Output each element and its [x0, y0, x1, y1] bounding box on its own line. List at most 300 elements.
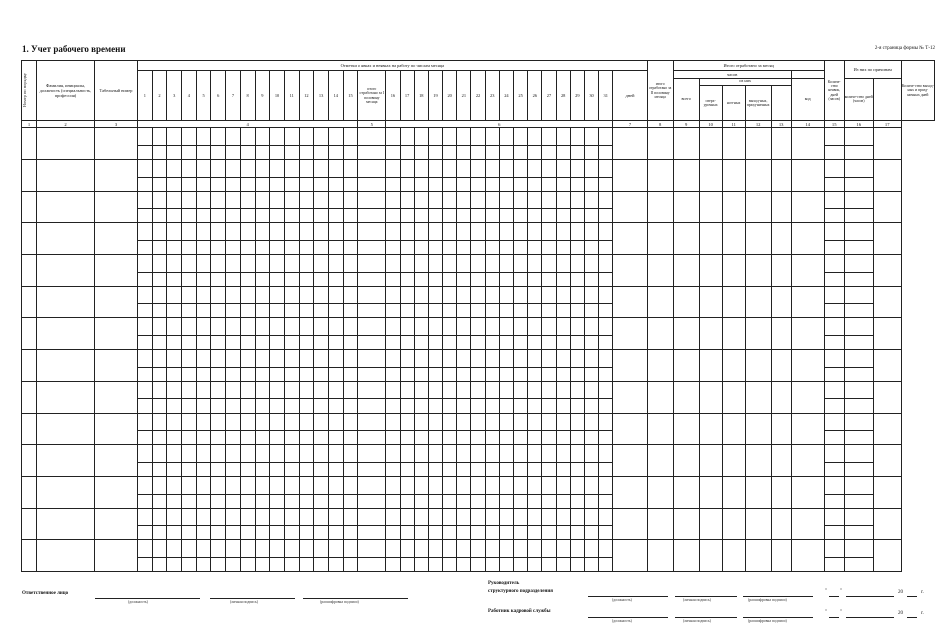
reason-code-cell[interactable]	[824, 272, 844, 286]
day-cell[interactable]	[240, 494, 255, 508]
absent-cell[interactable]	[791, 508, 824, 540]
day-cell[interactable]	[314, 399, 329, 413]
day-cell[interactable]	[182, 160, 197, 178]
reason-code-cell[interactable]	[824, 413, 844, 431]
reason-days-cell[interactable]	[844, 508, 873, 526]
day-cell[interactable]	[314, 160, 329, 178]
day-cell[interactable]	[428, 476, 442, 494]
day-cell[interactable]	[299, 526, 314, 540]
weekend-cell[interactable]	[745, 255, 771, 287]
day-cell[interactable]	[514, 255, 528, 273]
day-cell[interactable]	[584, 209, 598, 223]
day-cell[interactable]	[255, 177, 270, 191]
day-cell[interactable]	[226, 128, 241, 146]
day-cell[interactable]	[499, 128, 513, 146]
day-cell[interactable]	[240, 177, 255, 191]
day-cell[interactable]	[471, 367, 485, 381]
day-cell[interactable]	[152, 445, 167, 463]
reason-code-cell[interactable]	[824, 286, 844, 304]
day-cell[interactable]	[284, 367, 299, 381]
day-cell[interactable]	[471, 223, 485, 241]
day-cell[interactable]	[328, 462, 343, 476]
reason-days-cell[interactable]	[844, 128, 873, 146]
day-cell[interactable]	[240, 367, 255, 381]
day-cell[interactable]	[556, 336, 570, 350]
day-cell[interactable]	[514, 350, 528, 368]
day-cell[interactable]	[240, 462, 255, 476]
day-cell[interactable]	[556, 462, 570, 476]
day-cell[interactable]	[584, 557, 598, 571]
day-cell[interactable]	[167, 318, 182, 336]
day-cell[interactable]	[240, 318, 255, 336]
day-cell[interactable]	[211, 146, 226, 160]
day-cell[interactable]	[400, 413, 414, 431]
day-cell[interactable]	[556, 191, 570, 209]
half1-cell[interactable]	[358, 494, 386, 508]
weekend-cell[interactable]	[745, 508, 771, 540]
day-cell[interactable]	[343, 286, 358, 304]
day-cell[interactable]	[182, 431, 197, 445]
day-cell[interactable]	[255, 557, 270, 571]
day-cell[interactable]	[211, 128, 226, 146]
day-cell[interactable]	[485, 350, 499, 368]
day-cell[interactable]	[599, 526, 613, 540]
day-cell[interactable]	[343, 146, 358, 160]
employee-number-cell[interactable]	[22, 286, 37, 318]
day-cell[interactable]	[556, 209, 570, 223]
day-cell[interactable]	[240, 508, 255, 526]
day-cell[interactable]	[386, 209, 400, 223]
day-cell[interactable]	[343, 557, 358, 571]
reason-code-cell[interactable]	[824, 336, 844, 350]
day-cell[interactable]	[240, 128, 255, 146]
total-days-cell[interactable]	[647, 286, 673, 318]
day-cell[interactable]	[138, 367, 153, 381]
day-cell[interactable]	[211, 241, 226, 255]
day-cell[interactable]	[400, 367, 414, 381]
day-cell[interactable]	[240, 272, 255, 286]
day-cell[interactable]	[328, 526, 343, 540]
day-cell[interactable]	[499, 160, 513, 178]
day-cell[interactable]	[457, 399, 471, 413]
responsible-position-line[interactable]	[95, 598, 200, 599]
day-cell[interactable]	[514, 476, 528, 494]
day-cell[interactable]	[152, 304, 167, 318]
half1-cell[interactable]	[358, 476, 386, 494]
day-cell[interactable]	[167, 381, 182, 399]
day-cell[interactable]	[240, 431, 255, 445]
head-date-month-line[interactable]	[846, 596, 894, 597]
day-cell[interactable]	[196, 286, 211, 304]
day-cell[interactable]	[386, 191, 400, 209]
day-cell[interactable]	[314, 431, 329, 445]
reason-code-cell[interactable]	[824, 540, 844, 558]
day-cell[interactable]	[343, 128, 358, 146]
day-cell[interactable]	[471, 399, 485, 413]
day-cell[interactable]	[499, 431, 513, 445]
day-cell[interactable]	[255, 223, 270, 241]
day-cell[interactable]	[584, 494, 598, 508]
day-cell[interactable]	[255, 272, 270, 286]
day-cell[interactable]	[414, 191, 428, 209]
day-cell[interactable]	[542, 177, 556, 191]
employee-tab-cell[interactable]	[95, 223, 138, 255]
day-cell[interactable]	[570, 128, 584, 146]
day-cell[interactable]	[556, 431, 570, 445]
day-cell[interactable]	[270, 462, 285, 476]
holidays-cell[interactable]	[873, 255, 901, 287]
day-cell[interactable]	[599, 445, 613, 463]
day-cell[interactable]	[457, 209, 471, 223]
holidays-cell[interactable]	[873, 286, 901, 318]
half1-cell[interactable]	[358, 272, 386, 286]
day-cell[interactable]	[599, 286, 613, 304]
day-cell[interactable]	[457, 462, 471, 476]
day-cell[interactable]	[152, 241, 167, 255]
day-cell[interactable]	[314, 381, 329, 399]
day-cell[interactable]	[428, 413, 442, 431]
reason-days-cell[interactable]	[844, 526, 873, 540]
day-cell[interactable]	[226, 508, 241, 526]
day-cell[interactable]	[270, 272, 285, 286]
day-cell[interactable]	[443, 476, 457, 494]
day-cell[interactable]	[314, 304, 329, 318]
day-cell[interactable]	[457, 160, 471, 178]
day-cell[interactable]	[584, 304, 598, 318]
day-cell[interactable]	[211, 413, 226, 431]
day-cell[interactable]	[138, 286, 153, 304]
day-cell[interactable]	[443, 526, 457, 540]
day-cell[interactable]	[226, 177, 241, 191]
hr-signature-line[interactable]	[675, 617, 737, 618]
reason-days-cell[interactable]	[844, 367, 873, 381]
day-cell[interactable]	[386, 413, 400, 431]
day-cell[interactable]	[182, 177, 197, 191]
day-cell[interactable]	[152, 494, 167, 508]
total-days-cell[interactable]	[647, 476, 673, 508]
day-cell[interactable]	[584, 128, 598, 146]
day-cell[interactable]	[457, 177, 471, 191]
day-cell[interactable]	[499, 413, 513, 431]
day-cell[interactable]	[514, 223, 528, 241]
day-cell[interactable]	[428, 381, 442, 399]
total-all-cell[interactable]	[673, 223, 699, 255]
day-cell[interactable]	[457, 286, 471, 304]
day-cell[interactable]	[284, 304, 299, 318]
half1-cell[interactable]	[358, 367, 386, 381]
day-cell[interactable]	[528, 146, 542, 160]
day-cell[interactable]	[386, 399, 400, 413]
day-cell[interactable]	[284, 160, 299, 178]
day-cell[interactable]	[528, 255, 542, 273]
day-cell[interactable]	[414, 557, 428, 571]
day-cell[interactable]	[556, 445, 570, 463]
day-cell[interactable]	[255, 255, 270, 273]
day-cell[interactable]	[182, 223, 197, 241]
day-cell[interactable]	[343, 255, 358, 273]
half1-cell[interactable]	[358, 526, 386, 540]
day-cell[interactable]	[343, 413, 358, 431]
reason-code-cell[interactable]	[824, 223, 844, 241]
day-cell[interactable]	[299, 445, 314, 463]
day-cell[interactable]	[196, 223, 211, 241]
day-cell[interactable]	[299, 255, 314, 273]
weekend-cell[interactable]	[745, 413, 771, 445]
day-cell[interactable]	[584, 526, 598, 540]
holidays-cell[interactable]	[873, 223, 901, 255]
day-cell[interactable]	[196, 399, 211, 413]
absent-cell[interactable]	[791, 445, 824, 477]
overtime-cell[interactable]	[699, 508, 722, 540]
day-cell[interactable]	[152, 350, 167, 368]
day-cell[interactable]	[182, 255, 197, 273]
day-cell[interactable]	[556, 350, 570, 368]
day-cell[interactable]	[414, 336, 428, 350]
half2-cell[interactable]	[613, 160, 647, 192]
day-cell[interactable]	[400, 177, 414, 191]
day-cell[interactable]	[499, 318, 513, 336]
day-cell[interactable]	[584, 445, 598, 463]
day-cell[interactable]	[343, 272, 358, 286]
day-cell[interactable]	[528, 381, 542, 399]
day-cell[interactable]	[542, 367, 556, 381]
employee-number-cell[interactable]	[22, 445, 37, 477]
day-cell[interactable]	[328, 286, 343, 304]
half1-cell[interactable]	[358, 255, 386, 273]
day-cell[interactable]	[211, 445, 226, 463]
day-cell[interactable]	[471, 508, 485, 526]
day-cell[interactable]	[386, 476, 400, 494]
day-cell[interactable]	[428, 508, 442, 526]
day-cell[interactable]	[196, 431, 211, 445]
day-cell[interactable]	[485, 223, 499, 241]
day-cell[interactable]	[556, 540, 570, 558]
holidays-cell[interactable]	[873, 476, 901, 508]
day-cell[interactable]	[514, 286, 528, 304]
day-cell[interactable]	[542, 146, 556, 160]
day-cell[interactable]	[314, 191, 329, 209]
day-cell[interactable]	[443, 160, 457, 178]
day-cell[interactable]	[211, 540, 226, 558]
day-cell[interactable]	[167, 255, 182, 273]
day-cell[interactable]	[138, 146, 153, 160]
day-cell[interactable]	[314, 367, 329, 381]
day-cell[interactable]	[226, 494, 241, 508]
day-cell[interactable]	[584, 241, 598, 255]
day-cell[interactable]	[528, 241, 542, 255]
day-cell[interactable]	[443, 177, 457, 191]
day-cell[interactable]	[182, 191, 197, 209]
day-cell[interactable]	[400, 160, 414, 178]
day-cell[interactable]	[528, 350, 542, 368]
day-cell[interactable]	[443, 413, 457, 431]
day-cell[interactable]	[514, 399, 528, 413]
day-cell[interactable]	[428, 336, 442, 350]
total-days-cell[interactable]	[647, 540, 673, 572]
reason-days-cell[interactable]	[844, 336, 873, 350]
day-cell[interactable]	[542, 160, 556, 178]
day-cell[interactable]	[386, 508, 400, 526]
day-cell[interactable]	[471, 540, 485, 558]
employee-name-cell[interactable]	[37, 350, 95, 382]
day-cell[interactable]	[196, 336, 211, 350]
day-cell[interactable]	[584, 381, 598, 399]
weekend-cell[interactable]	[745, 191, 771, 223]
day-cell[interactable]	[152, 272, 167, 286]
day-cell[interactable]	[270, 255, 285, 273]
day-cell[interactable]	[270, 367, 285, 381]
extra-cell[interactable]	[771, 191, 791, 223]
night-cell[interactable]	[722, 223, 745, 255]
half1-cell[interactable]	[358, 304, 386, 318]
half2-cell[interactable]	[613, 445, 647, 477]
day-cell[interactable]	[570, 494, 584, 508]
day-cell[interactable]	[182, 508, 197, 526]
day-cell[interactable]	[386, 367, 400, 381]
day-cell[interactable]	[599, 431, 613, 445]
day-cell[interactable]	[471, 286, 485, 304]
employee-name-cell[interactable]	[37, 381, 95, 413]
employee-number-cell[interactable]	[22, 413, 37, 445]
hr-position-line[interactable]	[588, 617, 668, 618]
day-cell[interactable]	[599, 381, 613, 399]
day-cell[interactable]	[599, 557, 613, 571]
day-cell[interactable]	[556, 476, 570, 494]
day-cell[interactable]	[138, 128, 153, 146]
day-cell[interactable]	[314, 508, 329, 526]
day-cell[interactable]	[196, 318, 211, 336]
day-cell[interactable]	[152, 255, 167, 273]
day-cell[interactable]	[167, 241, 182, 255]
day-cell[interactable]	[400, 223, 414, 241]
day-cell[interactable]	[471, 462, 485, 476]
weekend-cell[interactable]	[745, 540, 771, 572]
day-cell[interactable]	[499, 494, 513, 508]
night-cell[interactable]	[722, 540, 745, 572]
day-cell[interactable]	[138, 445, 153, 463]
day-cell[interactable]	[255, 526, 270, 540]
half2-cell[interactable]	[613, 476, 647, 508]
day-cell[interactable]	[428, 177, 442, 191]
day-cell[interactable]	[528, 540, 542, 558]
employee-number-cell[interactable]	[22, 160, 37, 192]
day-cell[interactable]	[457, 336, 471, 350]
day-cell[interactable]	[584, 223, 598, 241]
total-all-cell[interactable]	[673, 255, 699, 287]
day-cell[interactable]	[167, 350, 182, 368]
day-cell[interactable]	[457, 241, 471, 255]
employee-name-cell[interactable]	[37, 191, 95, 223]
day-cell[interactable]	[211, 350, 226, 368]
day-cell[interactable]	[457, 381, 471, 399]
day-cell[interactable]	[400, 209, 414, 223]
day-cell[interactable]	[255, 286, 270, 304]
day-cell[interactable]	[270, 350, 285, 368]
day-cell[interactable]	[211, 209, 226, 223]
day-cell[interactable]	[514, 494, 528, 508]
total-days-cell[interactable]	[647, 223, 673, 255]
day-cell[interactable]	[528, 318, 542, 336]
day-cell[interactable]	[584, 431, 598, 445]
day-cell[interactable]	[138, 508, 153, 526]
day-cell[interactable]	[528, 304, 542, 318]
day-cell[interactable]	[428, 304, 442, 318]
day-cell[interactable]	[457, 350, 471, 368]
day-cell[interactable]	[328, 431, 343, 445]
day-cell[interactable]	[428, 160, 442, 178]
day-cell[interactable]	[138, 209, 153, 223]
day-cell[interactable]	[182, 336, 197, 350]
day-cell[interactable]	[182, 209, 197, 223]
day-cell[interactable]	[428, 431, 442, 445]
day-cell[interactable]	[542, 557, 556, 571]
day-cell[interactable]	[314, 223, 329, 241]
day-cell[interactable]	[167, 304, 182, 318]
day-cell[interactable]	[584, 508, 598, 526]
total-all-cell[interactable]	[673, 413, 699, 445]
day-cell[interactable]	[514, 445, 528, 463]
day-cell[interactable]	[570, 399, 584, 413]
day-cell[interactable]	[443, 318, 457, 336]
day-cell[interactable]	[182, 476, 197, 494]
day-cell[interactable]	[570, 209, 584, 223]
day-cell[interactable]	[386, 336, 400, 350]
day-cell[interactable]	[471, 304, 485, 318]
day-cell[interactable]	[167, 508, 182, 526]
day-cell[interactable]	[182, 350, 197, 368]
day-cell[interactable]	[556, 255, 570, 273]
day-cell[interactable]	[584, 413, 598, 431]
day-cell[interactable]	[457, 476, 471, 494]
reason-code-cell[interactable]	[824, 350, 844, 368]
reason-days-cell[interactable]	[844, 540, 873, 558]
day-cell[interactable]	[196, 177, 211, 191]
half1-cell[interactable]	[358, 508, 386, 526]
day-cell[interactable]	[138, 191, 153, 209]
day-cell[interactable]	[152, 540, 167, 558]
day-cell[interactable]	[284, 557, 299, 571]
day-cell[interactable]	[428, 399, 442, 413]
day-cell[interactable]	[400, 526, 414, 540]
day-cell[interactable]	[386, 286, 400, 304]
day-cell[interactable]	[314, 526, 329, 540]
night-cell[interactable]	[722, 255, 745, 287]
day-cell[interactable]	[499, 304, 513, 318]
absent-cell[interactable]	[791, 413, 824, 445]
day-cell[interactable]	[428, 367, 442, 381]
day-cell[interactable]	[414, 304, 428, 318]
extra-cell[interactable]	[771, 160, 791, 192]
day-cell[interactable]	[584, 255, 598, 273]
day-cell[interactable]	[499, 540, 513, 558]
day-cell[interactable]	[299, 399, 314, 413]
day-cell[interactable]	[528, 286, 542, 304]
absent-cell[interactable]	[791, 255, 824, 287]
responsible-decoding-line[interactable]	[303, 598, 408, 599]
day-cell[interactable]	[443, 304, 457, 318]
total-all-cell[interactable]	[673, 350, 699, 382]
day-cell[interactable]	[196, 526, 211, 540]
day-cell[interactable]	[328, 494, 343, 508]
half2-cell[interactable]	[613, 128, 647, 160]
day-cell[interactable]	[240, 399, 255, 413]
reason-code-cell[interactable]	[824, 318, 844, 336]
day-cell[interactable]	[299, 494, 314, 508]
day-cell[interactable]	[328, 255, 343, 273]
day-cell[interactable]	[255, 508, 270, 526]
day-cell[interactable]	[152, 413, 167, 431]
day-cell[interactable]	[299, 367, 314, 381]
